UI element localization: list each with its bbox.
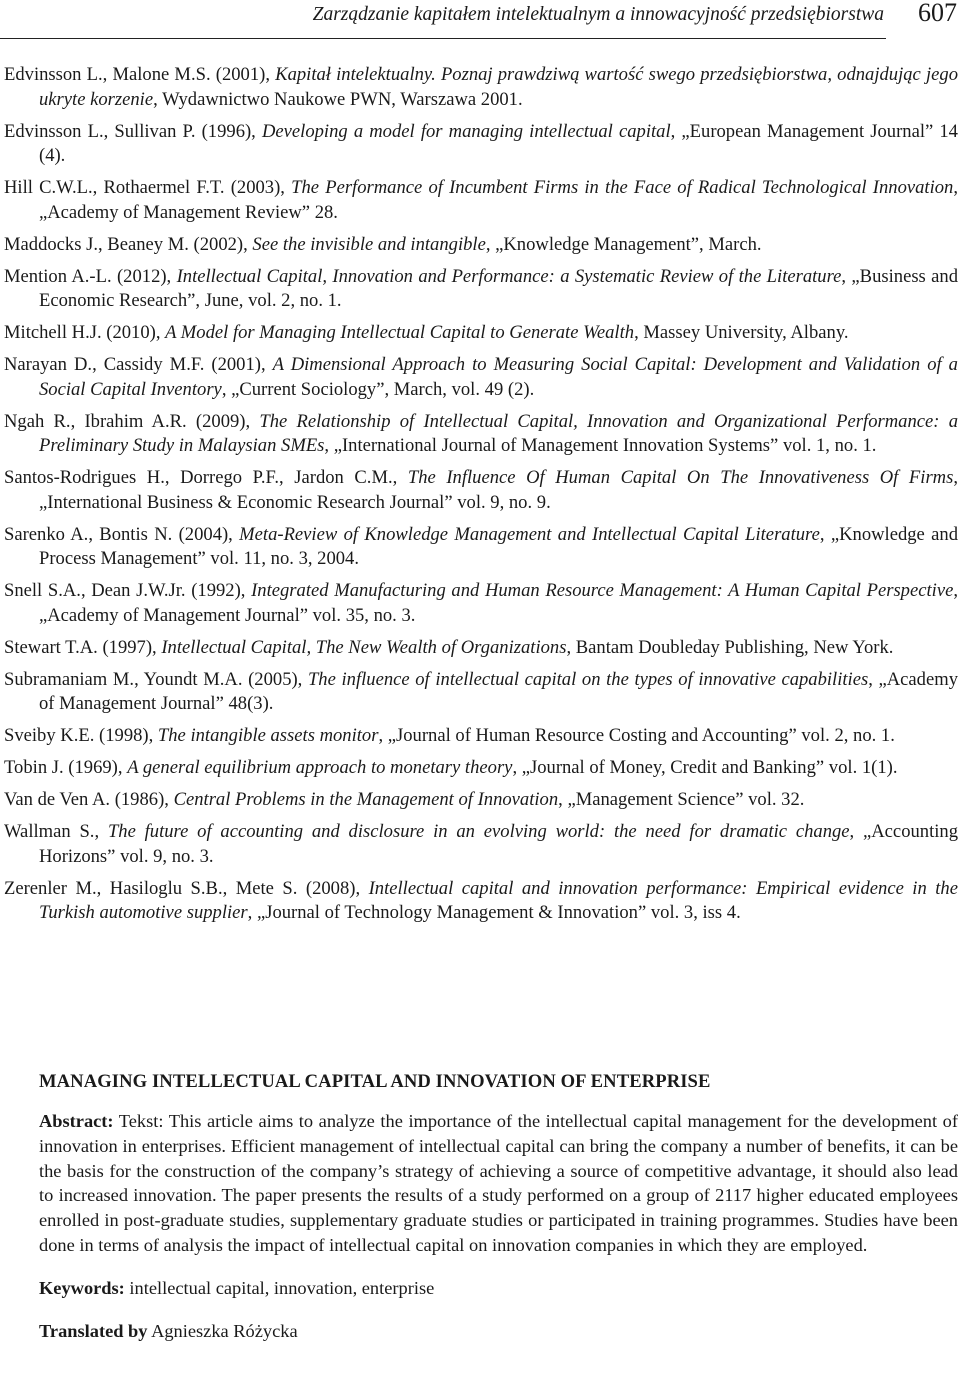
reference-title: A general equilibrium approach to monetary theory [127, 757, 513, 778]
reference-title: The influence of intellectual capital on the types of innovative capabilities [307, 668, 869, 690]
reference-entry [4, 321, 958, 346]
english-summary [39, 1071, 958, 1342]
reference-title: Intellectual Capital, The New Wealth of Organizations [161, 636, 567, 658]
reference-year: (2005), [242, 668, 308, 690]
reference-authors: Sveiby K.E. [4, 725, 95, 746]
reference-title: The Performance of Incumbent Firms in the Face of Radical Technological Innovation [291, 177, 954, 198]
reference-year: (2009), [186, 410, 260, 432]
reference-authors: Van de Ven A. [4, 789, 111, 810]
reference-authors: Narayan D., Cassidy M.F. [4, 354, 205, 375]
reference-source: , „Business and Economic Research”, June, vol. 2, no. 1. [39, 265, 958, 311]
reference-list [4, 63, 958, 933]
reference-entry [4, 265, 958, 314]
reference-source: , „International Journal of Management Innovation Systems” vol. 1, no. 1. [324, 435, 877, 456]
reference-source: , Wydawnictwo Naukowe PWN, Warszawa 2001. [153, 88, 523, 110]
abstract-label: Abstract: [39, 1111, 114, 1131]
reference-entry [4, 63, 958, 112]
reference-title: A Dimensional Approach to Measuring Social Capital: Development and Validation of a Social Capital Inventory [39, 354, 958, 400]
reference-entry [4, 523, 958, 572]
reference-year: (2010), [101, 322, 166, 343]
reference-authors: Maddocks J., Beaney M. [4, 233, 189, 255]
abstract-text: Tekst: This article aims to analyze the importance of the intellectual capital management for the development of innovation in enterprises. Efficient management of intellectual capital can bring the company a number of benefits, it can be the basis for the construction of the company’s strategy of achieving a source of competitive advantage, it should also lead to increased innovation. The paper presents the results of a study performed on a group of 2117 higher educated employees enrolled in post-graduate studies, supplementary graduate studies or participated in training programmes. Studies have been done in terms of analysis the impact of intellectual capital on innovation companies in which they are employed. [39, 1111, 958, 1255]
page-number: 607 [918, 0, 957, 27]
reference-year: (1996), [195, 120, 262, 142]
reference-title: The Relationship of Intellectual Capital, Innovation and Organizational Performance: a Preliminary Study in Malaysian SMEs [39, 410, 958, 456]
reference-entry [4, 120, 958, 169]
translator-credit [39, 1321, 958, 1342]
reference-year: (1969), [63, 757, 128, 778]
keywords-text: intellectual capital, innovation, enterprise [124, 1277, 435, 1298]
reference-title: Kapitał intelektualny. Poznaj prawdziwą wartość swego przedsiębiorstwa, odnajdując jego ukryte korzenie [39, 64, 958, 110]
reference-entry [4, 820, 958, 869]
reference-year: (2004), [172, 523, 240, 545]
reference-source: , „Academy of Management Journal” vol. 35, no. 3. [39, 580, 958, 626]
reference-title: The Influence Of Human Capital On The Innovativeness Of Firms [407, 467, 954, 488]
reference-year: (2001), [204, 354, 273, 375]
reference-year: (2003), [224, 177, 292, 198]
reference-entry [4, 466, 958, 515]
reference-year: (1998), [94, 725, 158, 746]
reference-authors: Edvinsson L., Malone M.S. [4, 64, 211, 85]
reference-year: (2002), [188, 233, 253, 255]
reference-title: Intellectual Capital, Innovation and Performance: a Systematic Review of the Literature [176, 265, 842, 287]
reference-source: , „Management Science” vol. 32. [558, 789, 805, 810]
reference-source: , „Current Sociology”, March, vol. 49 (2). [221, 378, 535, 400]
reference-entry [4, 668, 958, 717]
reference-title: Developing a model for managing intellectual capital [261, 120, 671, 142]
reference-authors: Snell S.A., Dean J.W.Jr. [4, 580, 186, 601]
reference-title: Central Problems in the Management of Innovation [173, 789, 559, 810]
reference-title: Intellectual capital and innovation performance: Empirical evidence in the Turkish automotive supplier [39, 877, 958, 923]
reference-source: , „European Management Journal” 14 (4). [39, 120, 958, 166]
reference-authors: Sarenko A., Bontis N. [4, 523, 173, 545]
reference-authors: Santos-Rodrigues H., Dorrego P.F., Jardon C.M. [4, 467, 393, 488]
reference-year: (2008), [297, 877, 369, 899]
reference-authors: Mitchell H.J. [4, 322, 102, 343]
reference-year: (1992), [185, 580, 252, 601]
reference-title: Meta-Review of Knowledge Management and Intellectual Capital Literature [239, 523, 820, 545]
reference-entry [4, 788, 958, 813]
reference-source: , Massey University, Albany. [634, 322, 849, 343]
translator-name: Agnieszka Różycka [147, 1320, 298, 1341]
keywords-label: Keywords: [39, 1277, 125, 1298]
reference-entry [4, 636, 958, 661]
reference-source: , „Accounting Horizons” vol. 9, no. 3. [39, 821, 959, 867]
reference-source: , „Knowledge Management”, March. [485, 233, 762, 255]
reference-year: (1986), [110, 789, 174, 810]
reference-authors: Hill C.W.L., Rothaermel F.T. [4, 177, 225, 198]
running-title: Zarządzanie kapitałem intelektualnym a innowacyjność przedsiębiorstwa [312, 4, 884, 25]
reference-authors: Mention A.-L. [4, 265, 112, 287]
reference-authors: Tobin J. [4, 757, 64, 778]
reference-source: , „International Business & Economic Research Journal” vol. 9, no. 9. [39, 467, 959, 513]
reference-source: , Bantam Doubleday Publishing, New York. [566, 636, 894, 658]
reference-entry [4, 579, 958, 628]
reference-year: (1997), [97, 636, 162, 658]
reference-authors: Wallman S. [4, 821, 95, 842]
reference-year: (2012), [111, 265, 177, 287]
running-header [0, 0, 960, 40]
reference-source: , „Journal of Human Resource Costing and Accounting” vol. 2, no. 1. [378, 725, 895, 746]
reference-authors: Edvinsson L., Sullivan P. [4, 120, 196, 142]
reference-source: , „Journal of Technology Management & Innovation” vol. 3, iss 4. [247, 902, 741, 923]
reference-entry [4, 410, 958, 459]
summary-title: MANAGING INTELLECTUAL CAPITAL AND INNOVATION OF ENTERPRISE [39, 1071, 711, 1092]
header-rule [0, 38, 886, 39]
reference-title: The intangible assets monitor [157, 725, 379, 746]
reference-entry [4, 877, 958, 926]
reference-entry [4, 724, 958, 749]
reference-entry [4, 756, 958, 781]
reference-title: The future of accounting and disclosure in an evolving world: the need for dramatic change [107, 821, 850, 842]
translated-label: Translated by [39, 1320, 148, 1341]
reference-source: , „Knowledge and Process Management” vol. 11, no. 3, 2004. [39, 523, 958, 569]
reference-title: A Model for Managing Intellectual Capital to Generate Wealth [165, 322, 635, 343]
reference-year: , [94, 821, 108, 842]
reference-entry [4, 233, 958, 258]
reference-entry [4, 353, 958, 402]
reference-source: , „Academy of Management Review” 28. [39, 177, 958, 223]
reference-authors: Subramaniam M., Youndt M.A. [4, 668, 243, 690]
reference-authors: Stewart T.A. [4, 636, 98, 658]
reference-source: , „Academy of Management Journal” 48(3). [39, 668, 958, 714]
reference-year: , [392, 467, 408, 488]
reference-title: Integrated Manufacturing and Human Resource Management: A Human Capital Perspective [251, 580, 954, 601]
keywords [39, 1278, 958, 1299]
abstract [39, 1109, 958, 1258]
reference-title: See the invisible and intangible [252, 233, 486, 255]
reference-source: , „Journal of Money, Credit and Banking” vol. 1(1). [512, 757, 898, 778]
reference-entry [4, 176, 958, 225]
reference-authors: Ngah R., Ibrahim A.R. [4, 410, 187, 432]
reference-year: (2001), [210, 64, 276, 85]
reference-authors: Zerenler M., Hasiloglu S.B., Mete S. [4, 877, 298, 899]
